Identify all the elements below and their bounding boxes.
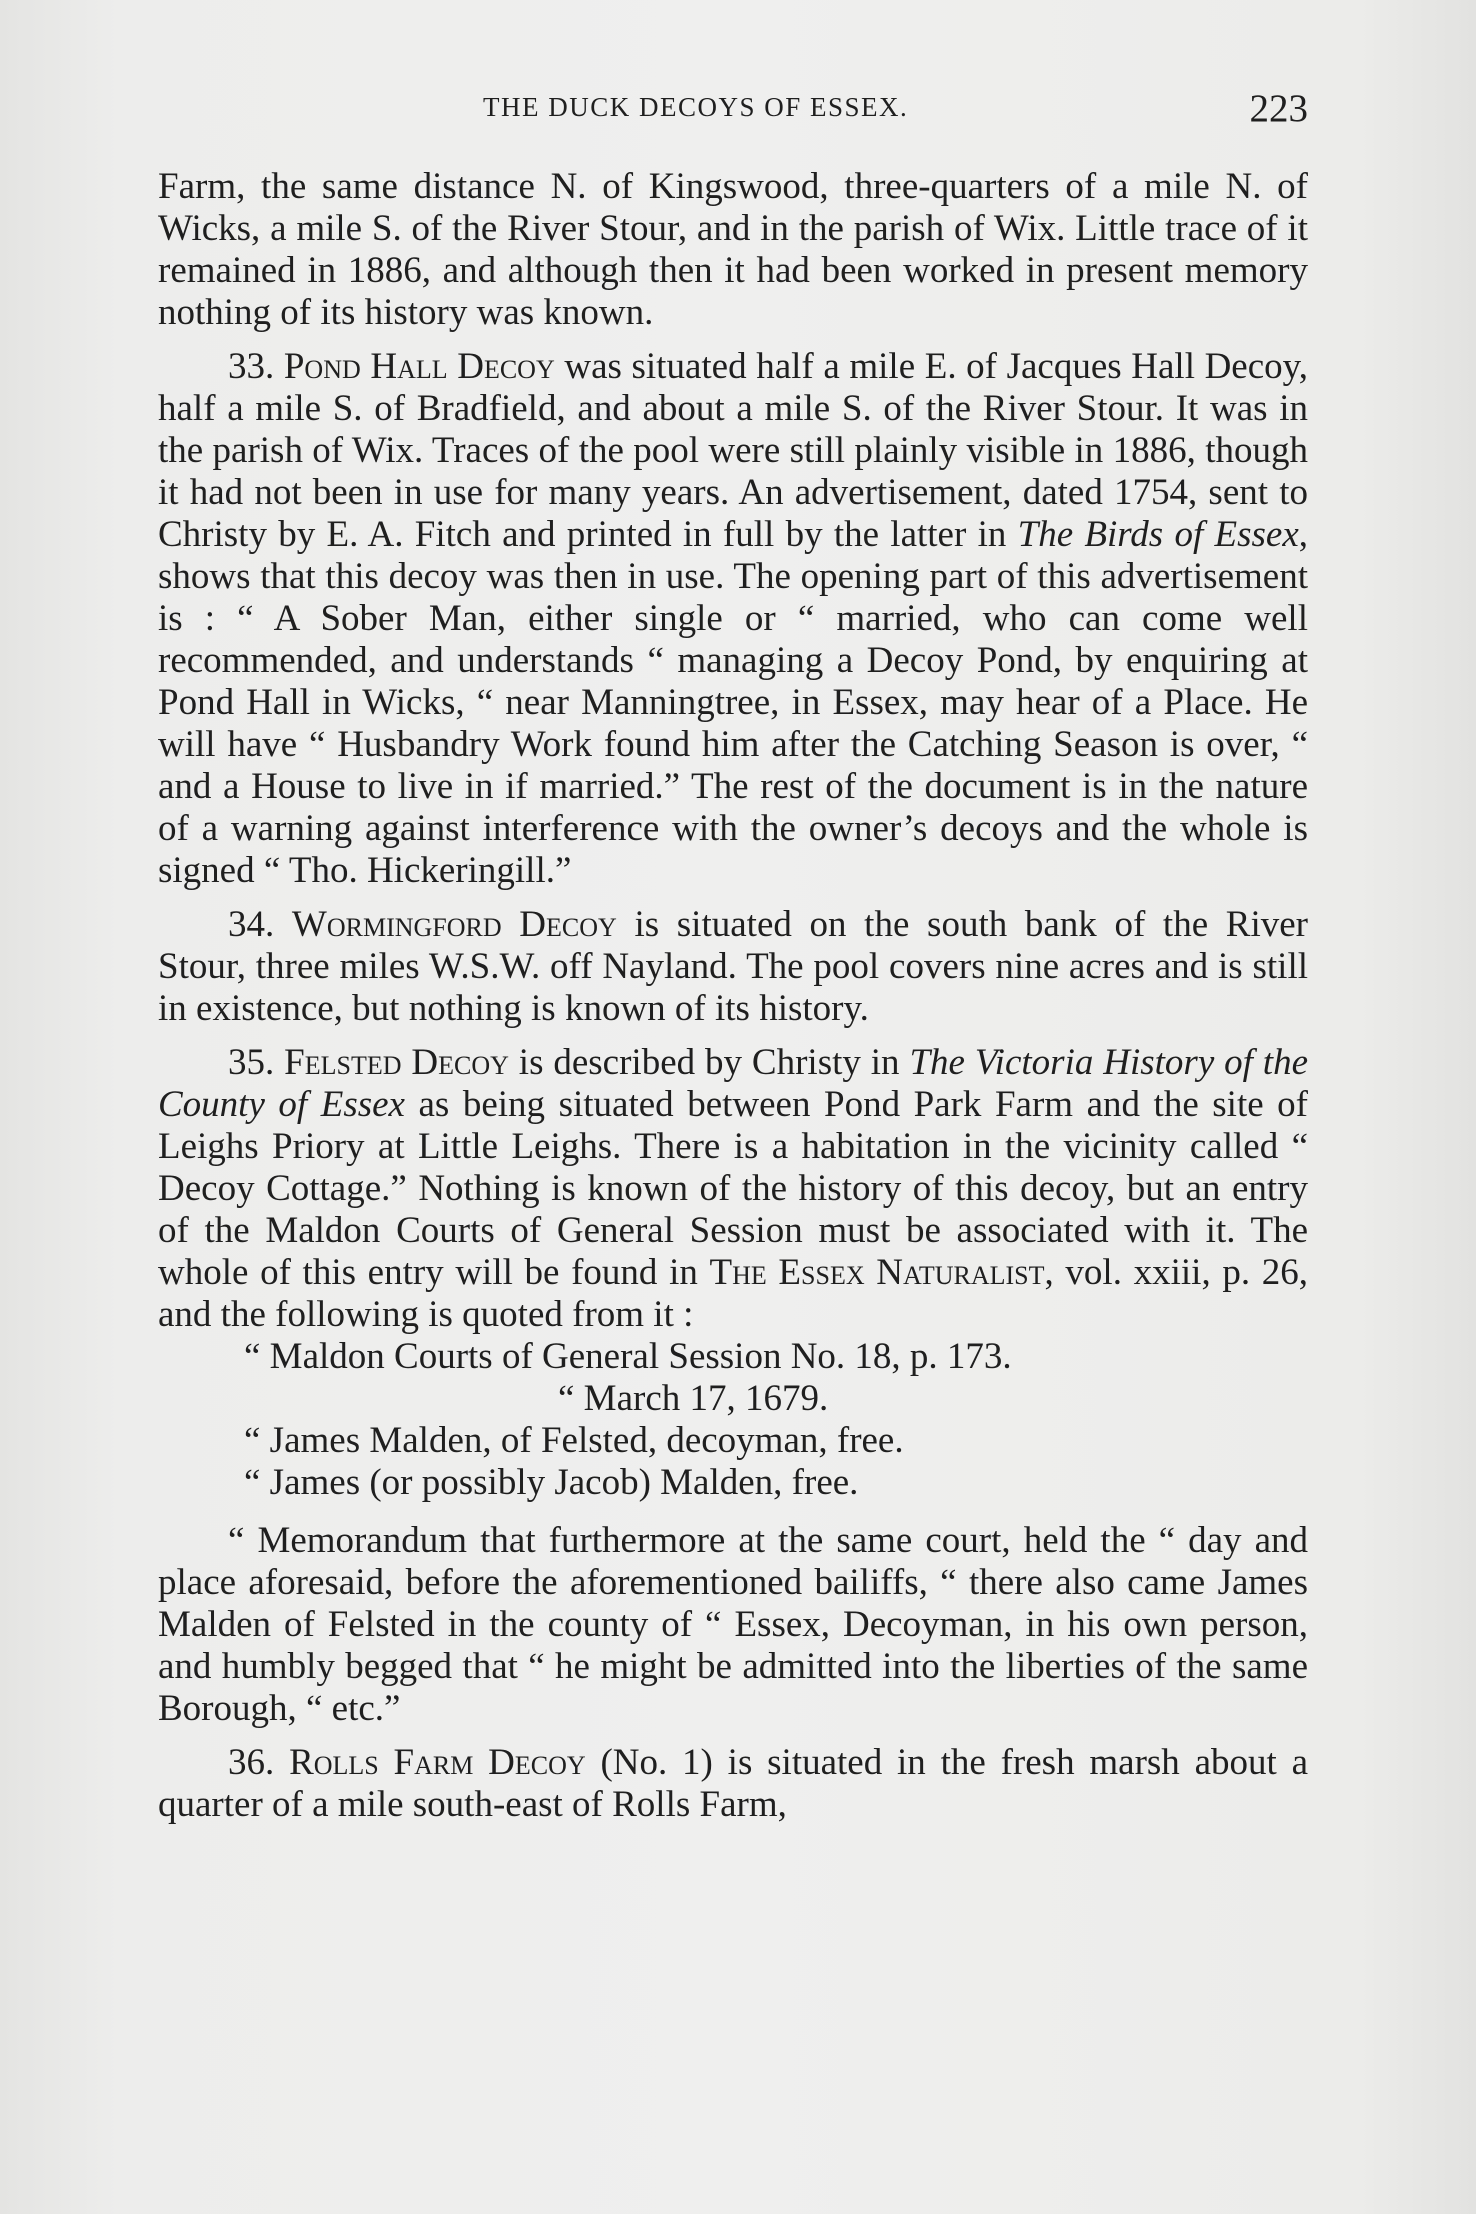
paragraph-memorandum: “ Memorandum that furthermore at the same court, held the “ day and place aforesaid, before the aforementioned bailiffs, “ there also came James Malden of Felsted in the county of “ Essex, Decoyman, in his own person, and humbly begged that “ he might be admitted into the liberties of the same Borough, “ etc.” (158, 1520, 1308, 1729)
paragraph-wormingford-decoy (158, 904, 1308, 1030)
paragraph-continuation: Farm, the same distance N. of Kingswood, three-quarters of a mile N. of Wicks, a mile S. of the River Stour, and in the parish of Wix. Little trace of it remained in 1886, and although then it had been worked in present memory nothing of its history was known. (158, 166, 1308, 333)
decoy-name: Rolls Farm Decoy (289, 1742, 586, 1783)
running-title: THE DUCK DECOYS OF ESSEX. (483, 92, 909, 122)
quote-line: “ James (or possibly Jacob) Malden, free. (244, 1462, 859, 1503)
body-text (158, 166, 1308, 1826)
decoy-name: Wormingford Decoy (291, 904, 617, 945)
paragraph-rolls-farm-decoy (158, 1742, 1308, 1826)
decoy-name: Felsted Decoy (284, 1042, 509, 1083)
paragraph-text: was situated half a mile E. of Jacques Hall Decoy, half a mile S. of Bradfield, and about a mile S. of the River Stour. It was in the parish of Wix. Traces of the pool were still plainly visible in 1886, though it had not been in use for many years. An advertisement, dated 1754, sent to Christy by E. A. Fitch and printed in full by the latter in (158, 346, 1309, 555)
paragraph-text: is described by Christy in (508, 1042, 910, 1083)
paragraph-pond-hall-decoy (158, 346, 1308, 892)
quote-line: “ James Malden, of Felsted, decoyman, free. (244, 1420, 904, 1461)
book-title: The Birds of Essex (1017, 514, 1299, 555)
entry-number: 35. (228, 1042, 275, 1083)
paragraph-text: is situated on the south bank of the River Stour, three miles W.S.W. off Nayland. The pool covers nine acres and is still in existence, but nothing is known of its history. (158, 904, 1308, 1029)
paragraph-text: , vol. xxiii, p. 26, and the following is quoted from it : (158, 1252, 1308, 1335)
page-number: 223 (1249, 87, 1308, 130)
decoy-name: Pond Hall Decoy (283, 346, 555, 387)
book-title: The Victoria History of the County of Essex (158, 1042, 1309, 1125)
entry-number: 34. (228, 904, 275, 945)
quote-line: “ March 17, 1679. (558, 1378, 829, 1419)
paragraph-felsted-decoy (158, 1042, 1308, 1336)
quote-line: “ Maldon Courts of General Session No. 18, p. 173. (244, 1336, 1012, 1377)
paragraph-text: as being situated between Pond Park Farm and the site of Leighs Priory at Little Leighs. There is a habitation in the vicinity called “ Decoy Cottage.” Nothing is known of the history of this decoy, but an entry of the Maldon Courts of General Session must be associated with it. The whole of this entry will be found in (158, 1084, 1308, 1293)
quotation-block (158, 1336, 1308, 1504)
journal-title: The Essex Naturalist (709, 1252, 1045, 1293)
paragraph-text: (No. 1) is situated in the fresh marsh about a quarter of a mile south-east of Rolls Farm, (158, 1742, 1309, 1825)
entry-number: 36. (228, 1742, 275, 1783)
entry-number: 33. (228, 346, 275, 387)
paragraph-text: , shows that this decoy was then in use. The opening part of this advertisement is : “ A Sober Man, either single or “ married, who can come well recommended, and understands “ managing a Decoy Pond, by enquiring at Pond Hall in Wicks, “ near Manningtree, in Essex, may hear of a Place. He will have “ Husbandry Work found him after the Catching Season is over, “ and a House to live in if married.” The rest of the document is in the nature of a warning against interference with the owner’s decoys and the whole is signed “ Tho. Hickeringill.” (158, 514, 1308, 891)
page-header (158, 88, 1308, 138)
